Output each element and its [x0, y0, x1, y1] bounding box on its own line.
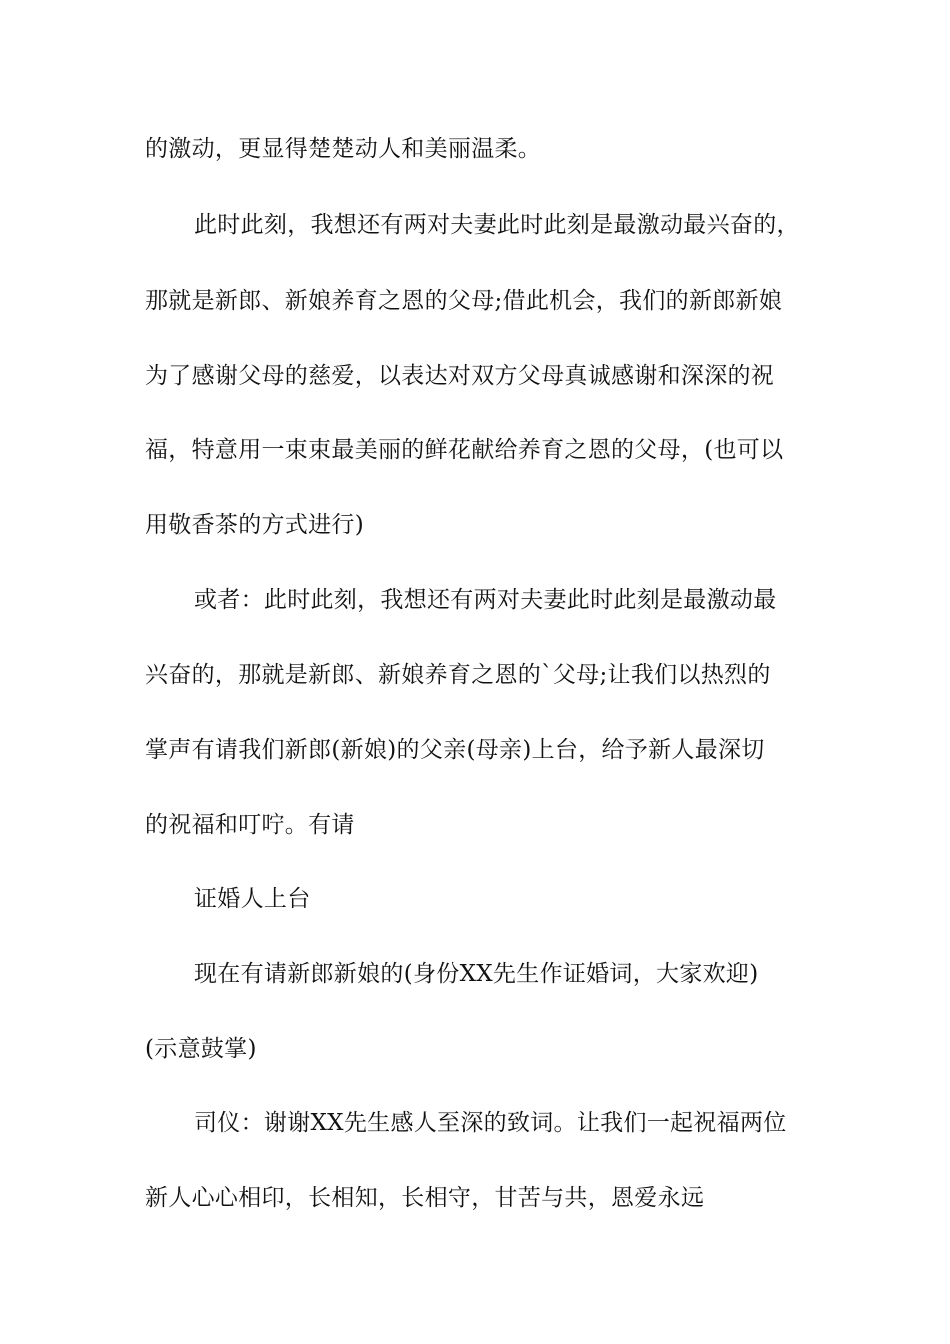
- text-line: 为了感谢父母的慈爱，以表达对双方父母真诚感谢和深深的祝: [145, 363, 775, 389]
- text-line: 用敬香茶的方式进行): [145, 512, 364, 538]
- paragraph-first-line: 或者：此时此刻，我想还有两对夫妻此时此刻是最激动最: [194, 587, 777, 613]
- text-line: 新人心心相印，长相知，长相守，甘苦与共，恩爱永远: [145, 1185, 705, 1211]
- text-line: 的祝福和叮咛。有请: [145, 812, 355, 838]
- text-line: 福，特意用一束束最美丽的鲜花献给养育之恩的父母，(也可以: [145, 437, 784, 463]
- text-line: (示意鼓掌): [145, 1036, 257, 1062]
- paragraph-first-line: 此时此刻，我想还有两对夫妻此时此刻是最激动最兴奋的，: [194, 212, 800, 238]
- paragraph-first-line: 司仪：谢谢XX先生感人至深的致词。让我们一起祝福两位: [194, 1110, 787, 1136]
- text-line: 的激动，更显得楚楚动人和美丽温柔。: [145, 136, 542, 162]
- section-heading: 证婚人上台: [194, 886, 311, 912]
- paragraph-first-line: 现在有请新郎新娘的(身份XX先生作证婚词，大家欢迎): [194, 961, 759, 987]
- text-line: 那就是新郎、新娘养育之恩的父母;借此机会，我们的新郎新娘: [145, 288, 783, 314]
- text-line: 兴奋的，那就是新郎、新娘养育之恩的`父母;让我们以热烈的: [145, 662, 771, 688]
- text-line: 掌声有请我们新郎(新娘)的父亲(母亲)上台，给予新人最深切: [145, 737, 765, 763]
